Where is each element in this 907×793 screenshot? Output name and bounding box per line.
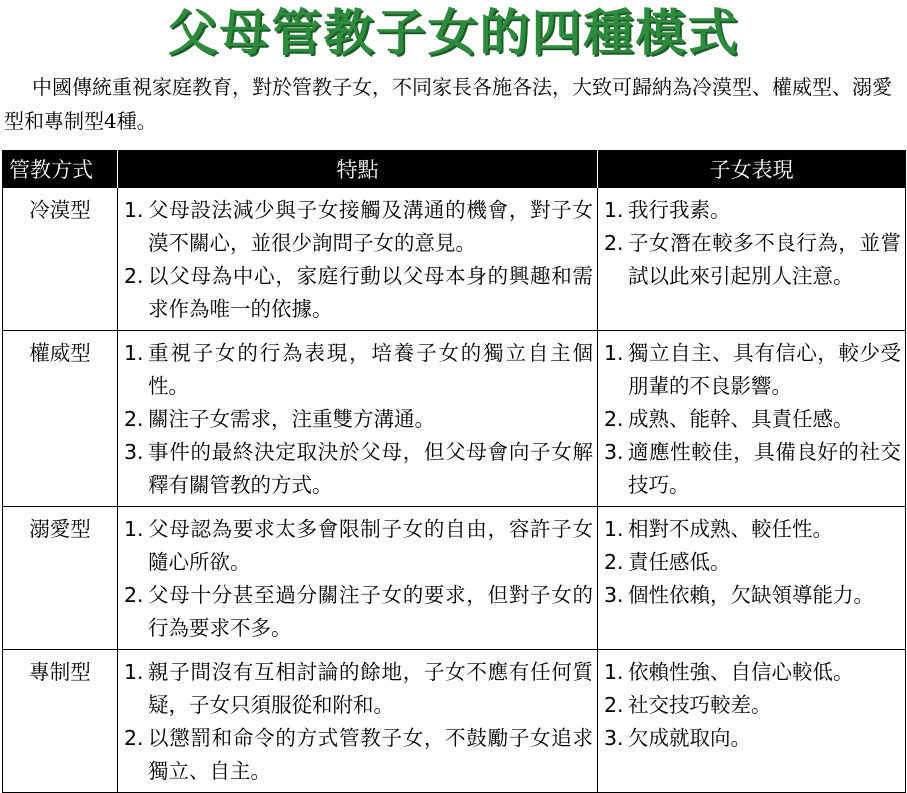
features-cell <box>118 650 598 793</box>
item-text: 成熟、能幹、具責任感。 <box>628 407 854 431</box>
item-number: 2. <box>124 264 144 288</box>
item-text: 適應性較佳，具備良好的社交技巧。 <box>628 440 901 497</box>
list-item <box>604 722 901 755</box>
outcomes-list <box>604 194 901 293</box>
item-number: 1. <box>124 660 144 684</box>
list-item <box>124 579 593 645</box>
list-item <box>604 656 901 689</box>
item-number: 1. <box>604 660 624 684</box>
item-text: 以懲罰和命令的方式管教子女，不鼓勵子女追求獨立、自主。 <box>148 726 593 783</box>
item-text: 父母十分甚至過分關注子女的要求，但對子女的行為要求不多。 <box>148 583 593 640</box>
features-list <box>124 194 593 326</box>
list-item <box>604 513 901 546</box>
list-item <box>604 403 901 436</box>
item-text: 事件的最終決定取決於父母，但父母會向子女解釋有關管教的方式。 <box>148 440 593 497</box>
item-number: 2. <box>604 407 624 431</box>
item-text: 重視子女的行為表現，培養子女的獨立自主個性。 <box>148 341 593 398</box>
item-text: 關注子女需求，注重雙方溝通。 <box>148 407 435 431</box>
header-style: 管教方式 <box>3 150 118 188</box>
list-item <box>124 337 593 403</box>
table-row <box>3 507 906 650</box>
intro-paragraph: 中國傳統重視家庭教育，對於管教子女，不同家長各施各法，大致可歸納為冷漠型、權威型、溺愛型和專制型4種。 <box>4 75 892 133</box>
item-number: 1. <box>604 198 624 222</box>
outcomes-list <box>604 513 901 612</box>
table-row <box>3 650 906 793</box>
header-features: 特點 <box>118 150 598 188</box>
item-text: 社交技巧較差。 <box>628 693 772 717</box>
features-cell <box>118 188 598 331</box>
features-list <box>124 513 593 645</box>
list-item <box>604 436 901 502</box>
item-text: 父母設法減少與子女接觸及溝通的機會，對子女漠不關心，並很少詢問子女的意見。 <box>148 198 593 255</box>
list-item <box>124 194 593 260</box>
item-number: 3. <box>604 726 624 750</box>
outcomes-cell <box>598 650 906 793</box>
header-outcomes: 子女表現 <box>598 150 906 188</box>
features-cell <box>118 507 598 650</box>
list-item <box>604 337 901 403</box>
item-text: 子女潛在較多不良行為，並嘗試以此來引起別人注意。 <box>628 231 901 288</box>
table-row <box>3 188 906 331</box>
item-number: 1. <box>124 198 144 222</box>
list-item <box>604 689 901 722</box>
item-number: 1. <box>124 341 144 365</box>
style-name-cell: 溺愛型 <box>3 507 118 650</box>
item-number: 1. <box>604 341 624 365</box>
item-text: 父母認為要求太多會限制子女的自由，容許子女隨心所欲。 <box>148 517 593 574</box>
style-name-cell: 專制型 <box>3 650 118 793</box>
item-text: 以父母為中心，家庭行動以父母本身的興趣和需求作為唯一的依據。 <box>148 264 593 321</box>
list-item <box>124 722 593 788</box>
item-number: 3. <box>124 440 144 464</box>
item-text: 責任感低。 <box>628 550 731 574</box>
page-title: 父母管教子女的四種模式 <box>167 4 740 62</box>
item-number: 1. <box>124 517 144 541</box>
list-item <box>604 546 901 579</box>
list-item <box>124 436 593 502</box>
features-cell <box>118 331 598 507</box>
item-text: 我行我素。 <box>628 198 731 222</box>
style-name-cell: 權威型 <box>3 331 118 507</box>
outcomes-list <box>604 656 901 755</box>
item-text: 獨立自主、具有信心，較少受朋輩的不良影響。 <box>628 341 901 398</box>
item-number: 1. <box>604 517 624 541</box>
outcomes-list <box>604 337 901 502</box>
item-number: 2. <box>124 583 144 607</box>
features-list <box>124 337 593 502</box>
item-number: 2. <box>604 231 624 255</box>
item-number: 2. <box>604 550 624 574</box>
item-number: 2. <box>124 726 144 750</box>
item-text: 個性依賴，欠缺領導能力。 <box>628 583 874 607</box>
item-number: 3. <box>604 440 624 464</box>
table-header-row <box>3 150 906 188</box>
list-item <box>124 513 593 579</box>
table-row <box>3 331 906 507</box>
list-item <box>604 227 901 293</box>
list-item <box>604 194 901 227</box>
outcomes-cell <box>598 507 906 650</box>
features-list <box>124 656 593 788</box>
item-number: 2. <box>124 407 144 431</box>
list-item <box>604 579 901 612</box>
parenting-styles-table <box>2 150 906 793</box>
item-number: 3. <box>604 583 624 607</box>
outcomes-cell <box>598 331 906 507</box>
list-item <box>124 403 593 436</box>
item-text: 依賴性強、自信心較低。 <box>628 660 854 684</box>
table-body <box>3 188 906 793</box>
item-text: 相對不成熟、較任性。 <box>628 517 833 541</box>
list-item <box>124 656 593 722</box>
item-number: 2. <box>604 693 624 717</box>
outcomes-cell <box>598 188 906 331</box>
style-name-cell: 冷漠型 <box>3 188 118 331</box>
list-item <box>124 260 593 326</box>
item-text: 親子間沒有互相討論的餘地，子女不應有任何質疑，子女只須服從和附和。 <box>148 660 593 717</box>
item-text: 欠成就取向。 <box>628 726 751 750</box>
